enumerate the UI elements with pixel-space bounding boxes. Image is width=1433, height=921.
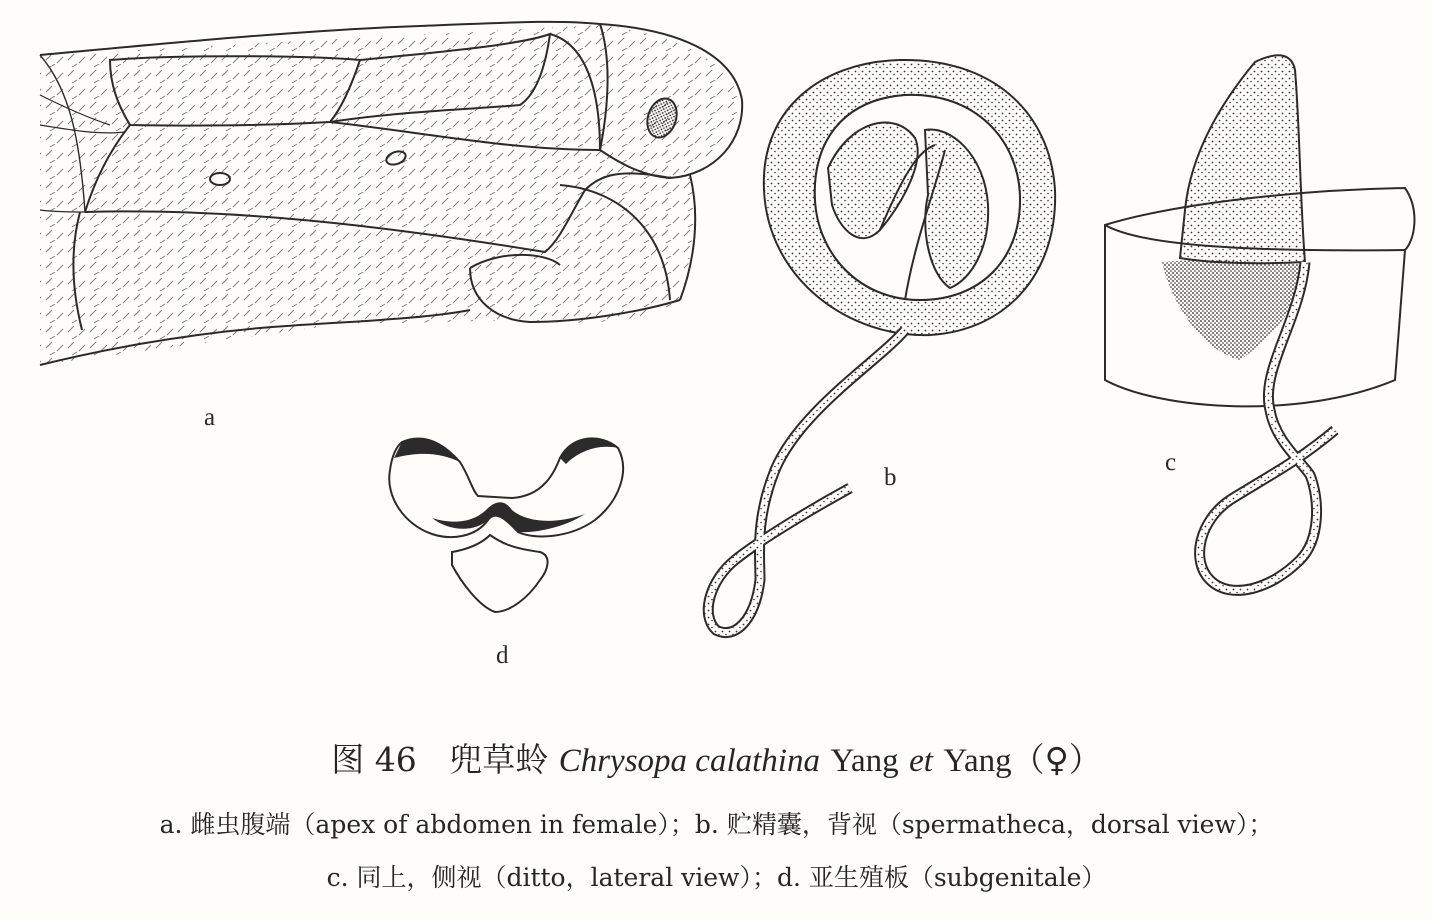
figure-b-spermatheca-dorsal: [708, 60, 1055, 633]
sex-symbol: （♀）: [1011, 740, 1102, 779]
figure-c-spermatheca-lateral: [1105, 55, 1414, 590]
figure-title: [0, 738, 1433, 783]
authority-first: Yang: [830, 743, 899, 779]
figure-d-subgenitale: [389, 438, 623, 612]
figure-legend-line-1: a. 雌虫腹端（apex of abdomen in female）；b. 贮精囊，背视（spermatheca，dorsal view）；: [159, 810, 1274, 839]
panel-label-b: b: [884, 464, 897, 491]
figure-number: 图 46: [331, 740, 417, 779]
panel-label-c: c: [1165, 449, 1177, 476]
panel-label-a: a: [204, 404, 216, 431]
figure-a-abdomen-apex: [40, 22, 742, 365]
authority-second: Yang: [943, 743, 1012, 779]
panel-label-d: d: [496, 642, 509, 669]
species-latin-name: Chrysopa calathina: [558, 743, 820, 779]
figure-legend-line-2: c. 同上，侧视（ditto，lateral view）；d. 亚生殖板（subgenitale）: [326, 863, 1107, 892]
authority-conjunction: et: [909, 743, 933, 779]
species-chinese-name: 兜草蛉: [449, 740, 549, 779]
